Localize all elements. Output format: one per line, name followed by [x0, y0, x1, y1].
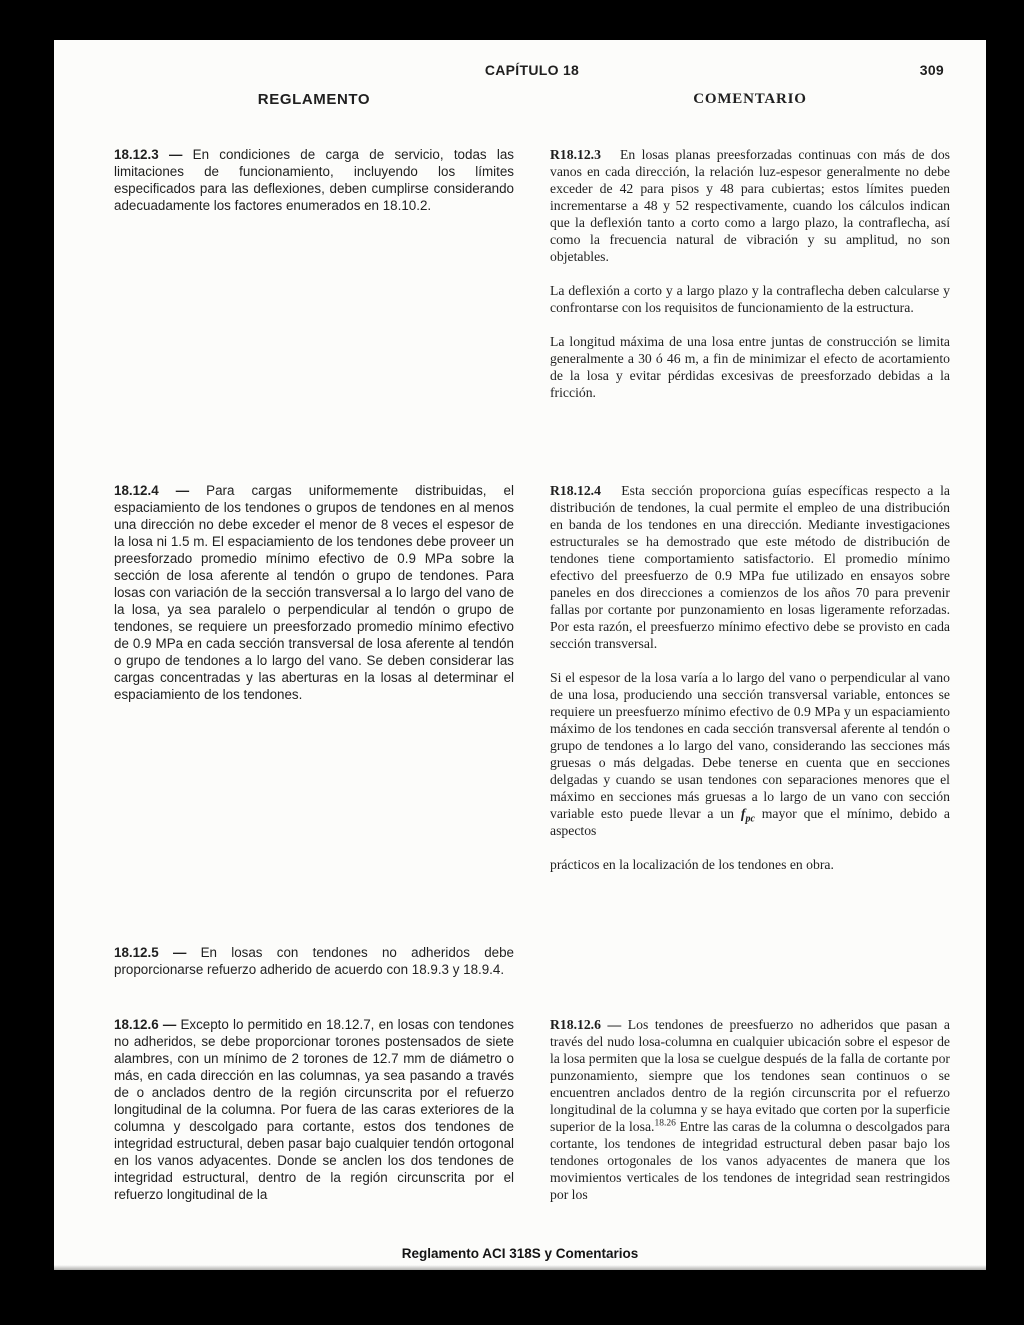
paragraph-text: Entre las caras de la columna o descolgados para cortante, los tendones de integridad estructural deben pasar bajo los tendones ortogonales de los vanos adyacentes de manera que los movimientos verticales de los tendones de integridad sean restringidos por los	[550, 1119, 950, 1202]
page-number: 309	[919, 62, 944, 78]
paragraph-text: Para cargas uniformemente distribuidas, el espaciamiento de los tendones o grupos de tendones en al menos una dirección no debe exceder el menor de 8 veces el espesor de la losa ni 1.5 m. El espaciamiento de los tendones debe proveer un preesforzado promedio mínimo efectivo de 0.9 MPa sobre la sección de losa aferente al tendón o grupo de tendones. Para losas con variación de la sección transversal a lo largo del vano de la losa, ya sea paralelo o perpendicular al tendón o grupo de tendones, se requiere un preesforzado promedio mínimo efectivo de 0.9 MPa en cada sección transversal de losa aferente al tendón o grupo de tendones a lo largo del vano. Se deben considerar las cargas concentradas y las aberturas en la losas al determinar el espaciamiento de los tendones.	[114, 483, 514, 702]
section-number: 18.12.4 —	[114, 483, 190, 498]
page-header	[114, 62, 950, 78]
section-row-18-12-4	[114, 482, 950, 920]
paragraph-18-12-3	[114, 146, 514, 214]
paragraph-text: En losas con tendones no adheridos debe proporcionarse refuerzo adherido de acuerdo con 18.9.3 y 18.9.4.	[114, 945, 514, 977]
section-number: R18.12.4	[550, 483, 601, 498]
section-number: 18.12.3 —	[114, 147, 183, 162]
column-titles	[114, 91, 950, 108]
section-number: R18.12.6 —	[550, 1017, 622, 1032]
regulation-column	[114, 482, 514, 920]
commentary-column	[550, 482, 950, 920]
paragraph-text: Los tendones de preesfuerzo no adheridos que pasan a través del nudo losa-columna en cualquier ubicación sobre el espesor de la losa permiten que la losa se cuelgue después de la falla de cortante por punzonamiento, siempre que los tendones sean continuos o se encuentren anclados dentro de la región circunscrita por el refuerzo longitudinal de la columna y se haya evitado que corten por la superficie superior de la losa.	[550, 1017, 950, 1134]
paragraph-espesor-variable	[550, 669, 950, 839]
regulation-column	[114, 944, 514, 992]
regulation-column	[114, 1016, 514, 1203]
page-content	[54, 40, 986, 1203]
paragraph-deflexion	[550, 282, 950, 316]
reference-superscript: 18.26	[654, 1118, 676, 1129]
paragraph-r18-12-3	[550, 146, 950, 265]
commentary-column	[550, 146, 950, 458]
paragraph-text: prácticos en la localización de los tendones en obra.	[550, 857, 834, 872]
fpc-symbol	[740, 806, 755, 825]
fpc-subscript: pc	[745, 813, 755, 825]
paragraph-text: Si el espesor de la losa varía a lo largo del vano o perpendicular al vano de una losa, produciendo una sección transversal variable, entonces se requiere un preesfuerzo mínimo efectivo de 0.9 MPa y un espaciamiento máximo de los tendones en cada sección transversal aferente al tendón o grupo de tendones a lo largo del vano, considerando las secciones más gruesas o más delgadas. Debe tenerse en cuenta que en secciones delgadas y cuando se usan tendones con separaciones menores que el máximo en secciones más gruesas a lo largo de un vano con sección variable esto puede llevar a un	[550, 670, 950, 821]
paragraph-text: En losas planas preesforzadas continuas con más de dos vanos en cada dirección, la relación luz-espesor generalmente no debe exceder de 42 para pisos y 48 para cubiertas; estos límites pueden incrementarse a 48 y 52 respectivamente, cuando los cálculos indican que la deflexión tanto a corto como a largo plazo, la contraflecha, así como la frecuencia natural de vibración y su amplitud, no son objetables.	[550, 147, 950, 264]
paragraph-r18-12-4	[550, 482, 950, 652]
commentary-column	[550, 944, 950, 992]
paragraph-practicos	[550, 856, 950, 873]
fpc-letter: f	[740, 806, 746, 821]
paragraph-longitud-maxima	[550, 333, 950, 401]
paragraph-text: La longitud máxima de una losa entre juntas de construcción se limita generalmente a 30 ó 46 m, a fin de minimizar el efecto de acortamiento de la losa y evitar pérdidas excesivas de preesforzado debidas a la fricción.	[550, 334, 950, 400]
regulation-column-title: REGLAMENTO	[257, 91, 371, 108]
chapter-title: CAPÍTULO 18	[484, 62, 580, 78]
paragraph-text: Esta sección proporciona guías específicas respecto a la distribución de tendones, la cual permite el empleo de una distribución en banda de los tendones en una dirección. Mediante investigaciones estructurales se ha demostrado que este método de distribución de tendones tiene comportamiento satisfactorio. El promedio mínimo efectivo del preesfuerzo de 0.9 MPa fue utilizado en ensayos sobre paneles en dos direcciones a comienzos de los años 70 para prevenir fallas por cortante por punzonamiento en losas ligeramente reforzadas. Por esta razón, el preesfuerzo mínimo efectivo debe se provisto en cada sección transversal.	[550, 483, 950, 651]
section-row-18-12-3	[114, 146, 950, 458]
section-number: R18.12.3	[550, 147, 601, 162]
paragraph-18-12-6	[114, 1016, 514, 1203]
paragraph-text: mayor que el mínimo, debido a aspectos	[550, 806, 950, 838]
paragraph-text: Excepto lo permitido en 18.12.7, en losas con tendones no adheridos, se debe proporcionar torones postensados de siete alambres, con un mínimo de 2 torones de 12.7 mm de diámetro o más, en cada dirección en las columnas, ya sea pasando a través de o anclados dentro de la región circunscrita por el refuerzo longitudinal de la columna. Por fuera de las caras exteriores de la columna y descolgado para cortante, estos dos tendones de integridad estructural, deben pasar bajo cualquier tendón ortogonal en los vanos adyacentes. Donde se anclen los dos tendones de integridad estructural, dentro de la región circunscrita por el refuerzo longitudinal de la	[114, 1017, 514, 1202]
paragraph-18-12-4	[114, 482, 514, 703]
paragraph-text: La deflexión a corto y a largo plazo y la contraflecha deben calcularse y confrontarse con los requisitos de funcionamiento de la estructura.	[550, 283, 950, 315]
commentary-column	[550, 1016, 950, 1203]
section-number: 18.12.5 —	[114, 945, 187, 960]
paragraph-18-12-5	[114, 944, 514, 978]
document-page	[54, 40, 986, 1270]
section-row-18-12-6	[114, 1016, 950, 1203]
regulation-column	[114, 146, 514, 458]
page-footer: Reglamento ACI 318S y Comentarios	[401, 1246, 639, 1261]
section-number: 18.12.6 —	[114, 1017, 177, 1032]
section-row-18-12-5	[114, 944, 950, 992]
paragraph-r18-12-6	[550, 1016, 950, 1203]
paragraph-text: En condiciones de carga de servicio, todas las limitaciones de funcionamiento, incluyendo los límites especificados para las deflexiones, deben cumplirse considerando adecuadamente los factores enumerados en 18.10.2.	[114, 147, 514, 213]
commentary-column-title: COMENTARIO	[693, 91, 807, 107]
